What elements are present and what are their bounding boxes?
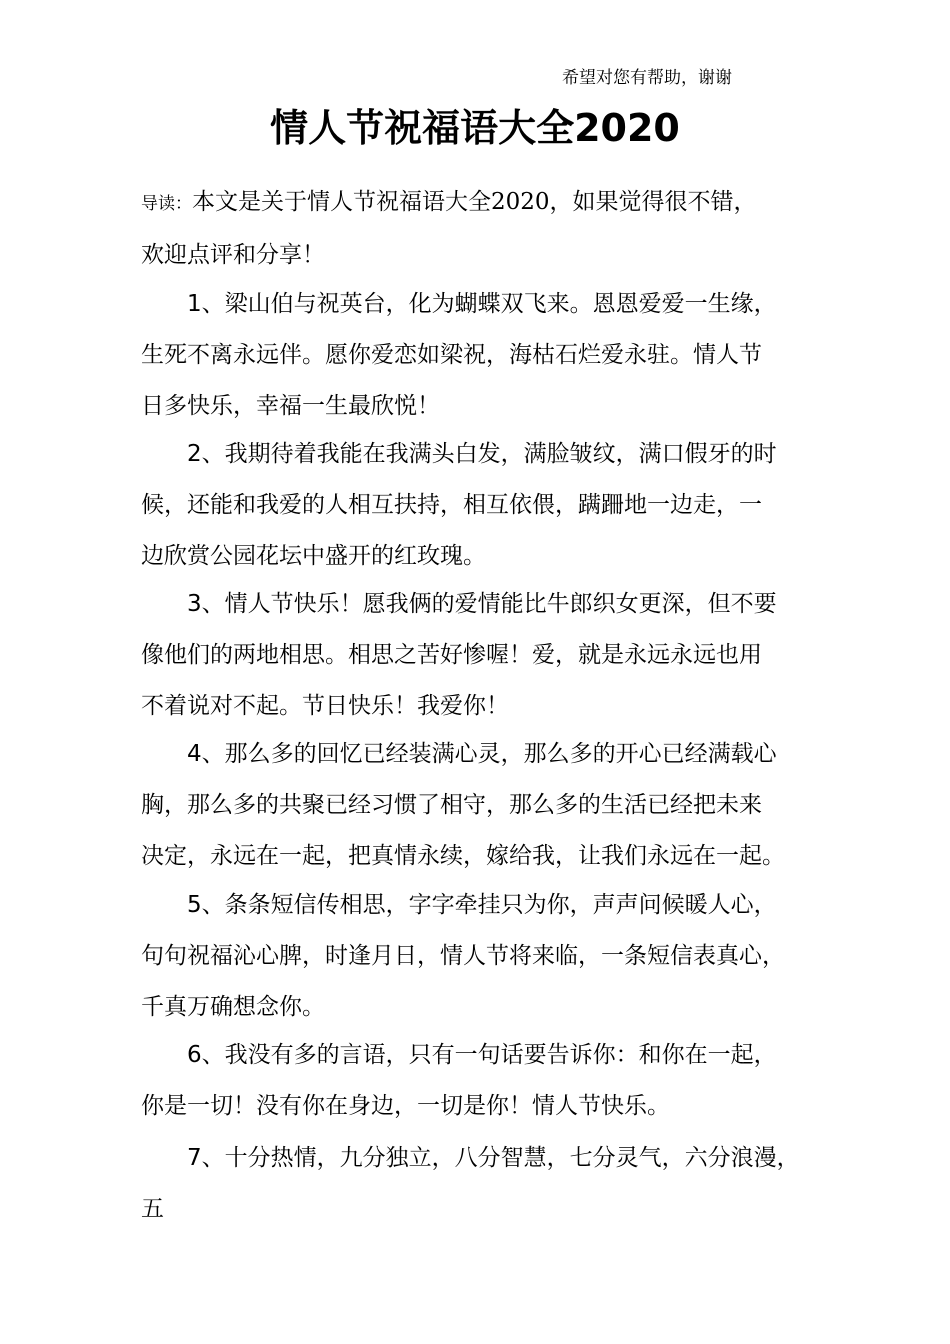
paragraph-line: 日多快乐，幸福一生最欣悦！ [141,393,440,419]
paragraph-6 [141,1030,831,1132]
paragraph-1 [141,279,831,432]
paragraph-line: 不着说对不起。节日快乐！我爱你！ [141,693,509,719]
intro-label: 导读： [141,194,192,214]
intro-paragraph [141,177,821,281]
paragraph-line: 像他们的两地相思。相思之苦好惨喔！爱，就是永远永远也用 [141,642,762,668]
paragraph-4 [141,729,831,882]
paragraph-line: 胸，那么多的共聚已经习惯了相守，那么多的生活已经把未来 [141,792,762,818]
intro-text: 本文是关于情人节祝福语大全2020，如果觉得很不错， [192,189,757,215]
paragraph-line: 五 [141,1196,164,1222]
paragraph-2 [141,429,831,582]
paragraph-5 [141,880,831,1033]
paragraph-line: 千真万确想念你。 [141,994,325,1020]
paragraph-line: 生死不离永远伴。愿你爱恋如梁祝，海枯石烂爱永驻。情人节 [141,342,762,368]
paragraph-line: 1、梁山伯与祝英台，化为蝴蝶双飞来。恩恩爱爱一生缘， [187,291,777,317]
intro-line: 欢迎点评和分享！ [141,242,325,268]
paragraph-line: 决定，永远在一起，把真情永续，嫁给我，让我们永远在一起。 [141,843,785,869]
header-note: 希望对您有帮助，谢谢 [562,68,732,88]
paragraph-line: 候，还能和我爱的人相互扶持，相互依偎，蹒跚地一边走，一 [141,492,762,518]
paragraph-7 [141,1133,831,1235]
paragraph-line: 句句祝福沁心脾，时逢月日，情人节将来临，一条短信表真心， [141,943,785,969]
document-title: 情人节祝福语大全2020 [270,106,680,150]
paragraph-line: 2、我期待着我能在我满头白发，满脸皱纹，满口假牙的时 [187,441,777,467]
paragraph-line: 6、我没有多的言语，只有一句话要告诉你：和你在一起， [187,1042,777,1068]
paragraph-line: 3、情人节快乐！愿我俩的爱情能比牛郎织女更深，但不要 [187,591,777,617]
paragraph-line: 7、十分热情，九分独立，八分智慧，七分灵气，六分浪漫， [187,1145,800,1171]
paragraph-line: 5、条条短信传相思，字字牵挂只为你，声声问候暖人心， [187,892,777,918]
intro-line [141,177,821,230]
paragraph-line: 你是一切！没有你在身边，一切是你！情人节快乐。 [141,1093,670,1119]
paragraph-line: 边欣赏公园花坛中盛开的红玫瑰。 [141,543,486,569]
paragraph-3 [141,579,831,732]
paragraph-line: 4、那么多的回忆已经装满心灵，那么多的开心已经满载心 [187,741,777,767]
